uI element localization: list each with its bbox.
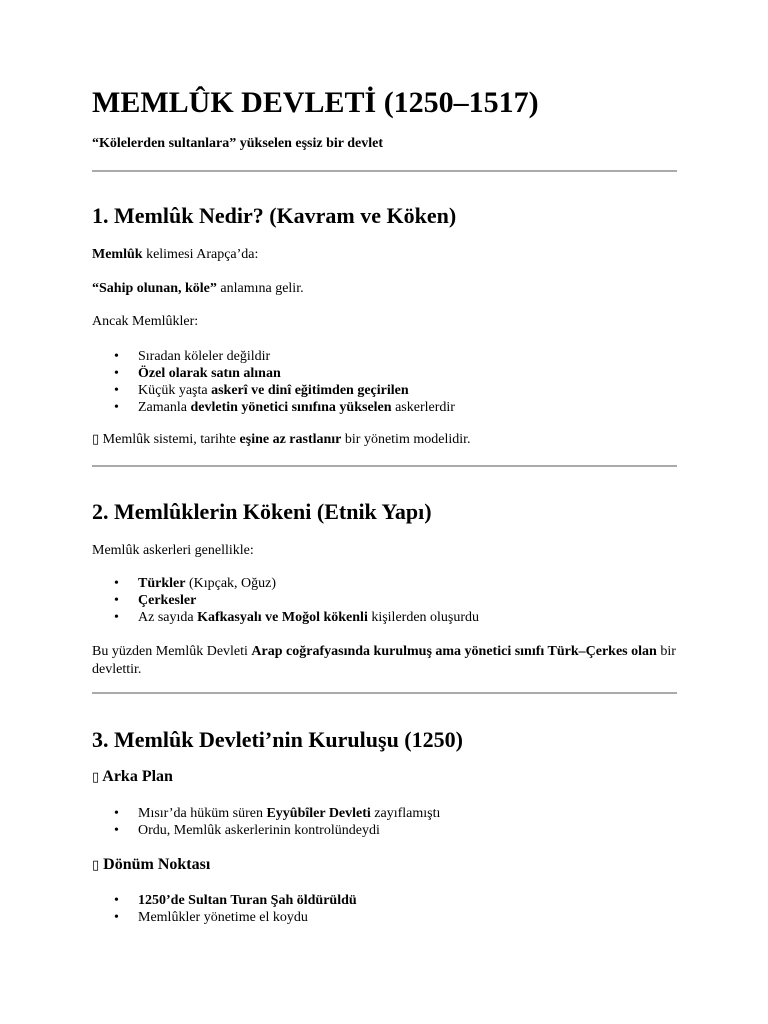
- document-subtitle: “Kölelerden sultanlara” yükselen eşsiz bir devlet: [92, 136, 384, 151]
- list-item: • Ordu, Memlûk askerlerinin kontrolündeydi: [92, 822, 677, 839]
- section-divider: [92, 170, 677, 172]
- list-item: • Küçük yaşta askerî ve dinî eğitimden geçirilen: [92, 382, 677, 399]
- section-2-list: [92, 575, 677, 626]
- section-3-list-2: [92, 892, 677, 926]
- list-item: • Özel olarak satın alınan: [92, 365, 677, 382]
- list-item: • Türkler (Kıpçak, Oğuz): [92, 575, 677, 592]
- missing-glyph-icon: ▯: [92, 858, 100, 873]
- section-1-list: [92, 348, 677, 416]
- missing-glyph-icon: ▯: [92, 770, 100, 785]
- section-2-intro: Memlûk askerleri genellikle:: [92, 543, 254, 558]
- list-item: • Çerkesler: [92, 592, 677, 609]
- subsection-turning-point: ▯ Dönüm Noktası: [92, 856, 211, 873]
- section-divider: [92, 692, 677, 694]
- list-item: • Zamanla devletin yönetici sınıfına yükselen askerlerdir: [92, 399, 677, 416]
- missing-glyph-icon: ▯: [92, 432, 100, 447]
- section-1-paragraph-3: Ancak Memlûkler:: [92, 314, 199, 329]
- list-item: • 1250’de Sultan Turan Şah öldürüldü: [92, 892, 677, 909]
- list-item: • Memlûkler yönetime el koydu: [92, 909, 677, 926]
- list-item: • Az sayıda Kafkasyalı ve Moğol kökenli kişilerden oluşurdu: [92, 609, 677, 626]
- document-title: MEMLÛK DEVLETİ (1250–1517): [92, 86, 539, 119]
- section-1-heading: 1. Memlûk Nedir? (Kavram ve Köken): [92, 203, 457, 228]
- section-1-note: ▯ Memlûk sistemi, tarihte eşine az rastlanır bir yönetim modelidir.: [92, 432, 471, 447]
- section-1-paragraph-1: Memlûk kelimesi Arapça’da:: [92, 247, 259, 262]
- section-2-heading: 2. Memlûklerin Kökeni (Etnik Yapı): [92, 499, 432, 524]
- list-item: • Mısır’da hüküm süren Eyyûbîler Devleti zayıflamıştı: [92, 805, 677, 822]
- section-1-paragraph-2: “Sahip olunan, köle” anlamına gelir.: [92, 281, 304, 296]
- section-divider: [92, 465, 677, 467]
- section-3-list-1: [92, 805, 677, 839]
- section-2-summary: Bu yüzden Memlûk Devleti Arap coğrafyasında kurulmuş ama yönetici sınıfı Türk–Çerkes olan bir devlettir.: [92, 644, 676, 677]
- list-item: • Sıradan köleler değildir: [92, 348, 677, 365]
- section-3-heading: 3. Memlûk Devleti’nin Kuruluşu (1250): [92, 727, 463, 752]
- subsection-background: ▯ Arka Plan: [92, 768, 173, 785]
